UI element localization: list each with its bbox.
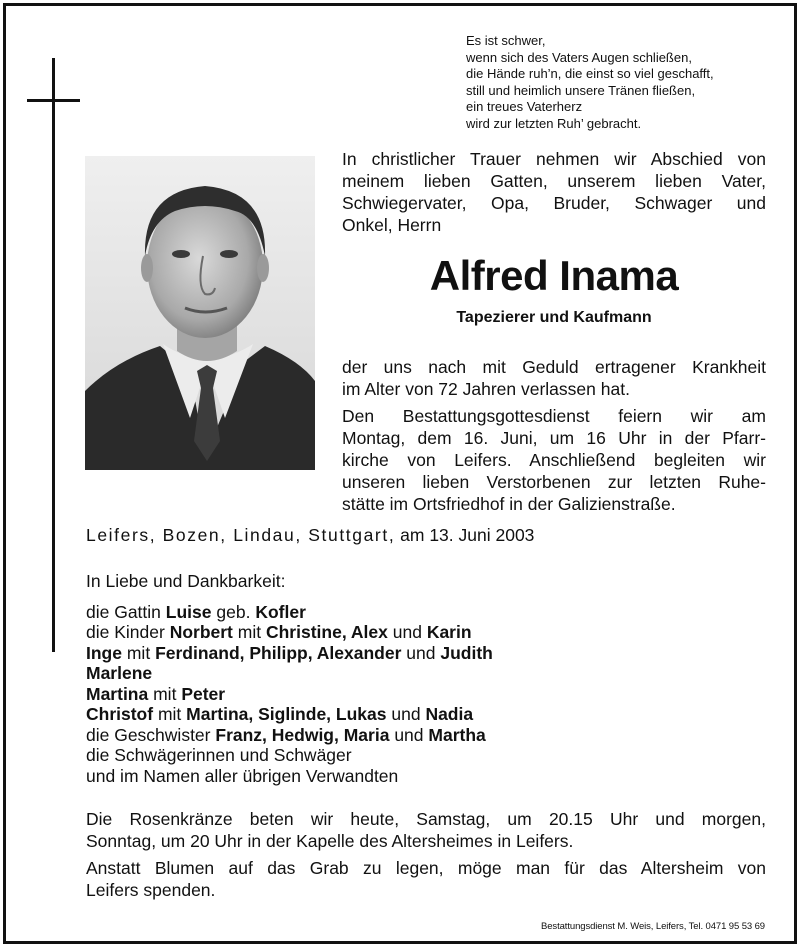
rosary-line: Sonntag, um 20 Uhr in der Kapelle des Altersheimes in Leifers. xyxy=(86,831,574,851)
intro-line: In christlicher Trauer nehmen wir Abschied von xyxy=(342,149,766,169)
mourner-line: die Gattin Luise geb. Kofler xyxy=(86,601,306,622)
service-line: Den Bestattungsgottesdienst feiern wir am xyxy=(342,406,766,426)
deceased-name: Alfred Inama xyxy=(429,252,679,299)
donation-line: Leifers spenden. xyxy=(86,880,216,900)
mourner-line: Marlene xyxy=(86,663,153,683)
illness-line: im Alter von 72 Jahren verlassen hat. xyxy=(342,379,630,399)
place-and-date xyxy=(86,524,534,546)
intro-line: Onkel, Herrn xyxy=(342,215,442,235)
rosary-paragraph xyxy=(86,808,766,852)
poem-line: Es ist schwer, xyxy=(466,33,546,48)
illness-paragraph xyxy=(342,356,766,400)
service-line: Montag, dem 16. Juni, um 16 Uhr in der Pfarr- xyxy=(342,428,766,448)
poem-line: wenn sich des Vaters Augen schließen, xyxy=(466,49,692,65)
deceased-profession: Tapezierer und Kaufmann xyxy=(456,309,652,326)
portrait-photo xyxy=(85,156,315,470)
poem-line: ein treues Vaterherz xyxy=(466,99,583,114)
intro-line: meinem lieben Gatten, unserem lieben Vater, xyxy=(342,171,766,191)
mourner-line: Christof mit Martina, Siglinde, Lukas und Nadia xyxy=(86,704,474,724)
service-line: unseren lieben Verstorbenen zur letzten Ruhe- xyxy=(342,472,766,492)
poem-line: still und heimlich unsere Tränen fließen, xyxy=(466,82,696,98)
funeral-service-paragraph xyxy=(342,405,766,515)
places: Leifers, Bozen, Lindau, Stuttgart, xyxy=(86,525,396,545)
mourner-line: Inge mit Ferdinand, Philipp, Alexander und Judith xyxy=(86,642,493,663)
donation-line: Anstatt Blumen auf das Grab zu legen, möge man für das Altersheim von xyxy=(86,858,766,878)
mourner-line: Martina mit Peter xyxy=(86,683,226,704)
service-line: kirche von Leifers. Anschließend begleiten wir xyxy=(342,450,766,470)
service-line: stätte im Ortsfriedhof in der Galizienstraße. xyxy=(342,494,676,514)
mourner-line: und im Namen aller übrigen Verwandten xyxy=(86,765,399,786)
funeral-service-credit: Bestattungsdienst M. Weis, Leifers, Tel. 0471 95 53 69 xyxy=(541,921,765,932)
intro-paragraph xyxy=(342,148,766,236)
donation-paragraph xyxy=(86,857,766,901)
mourners-list xyxy=(86,571,493,786)
poem-line: wird zur letzten Ruh’ gebracht. xyxy=(466,115,642,131)
mourners-heading: In Liebe und Dankbarkeit: xyxy=(86,571,286,591)
mourner-line: die Kinder Norbert mit Christine, Alex und Karin xyxy=(86,622,472,642)
illness-line: der uns nach mit Geduld ertragener Krankheit xyxy=(342,357,766,377)
mourner-line: die Geschwister Franz, Hedwig, Maria und Martha xyxy=(86,724,486,745)
mourner-line: die Schwägerinnen und Schwäger xyxy=(86,745,352,765)
memorial-poem xyxy=(466,33,714,132)
rosary-line: Die Rosenkränze beten wir heute, Samstag, um 20.15 Uhr und morgen, xyxy=(86,809,766,829)
poem-line: die Hände ruh’n, die einst so viel geschafft, xyxy=(466,66,714,81)
intro-line: Schwiegervater, Opa, Bruder, Schwager und xyxy=(342,193,766,213)
notice-date: am 13. Juni 2003 xyxy=(400,525,535,545)
